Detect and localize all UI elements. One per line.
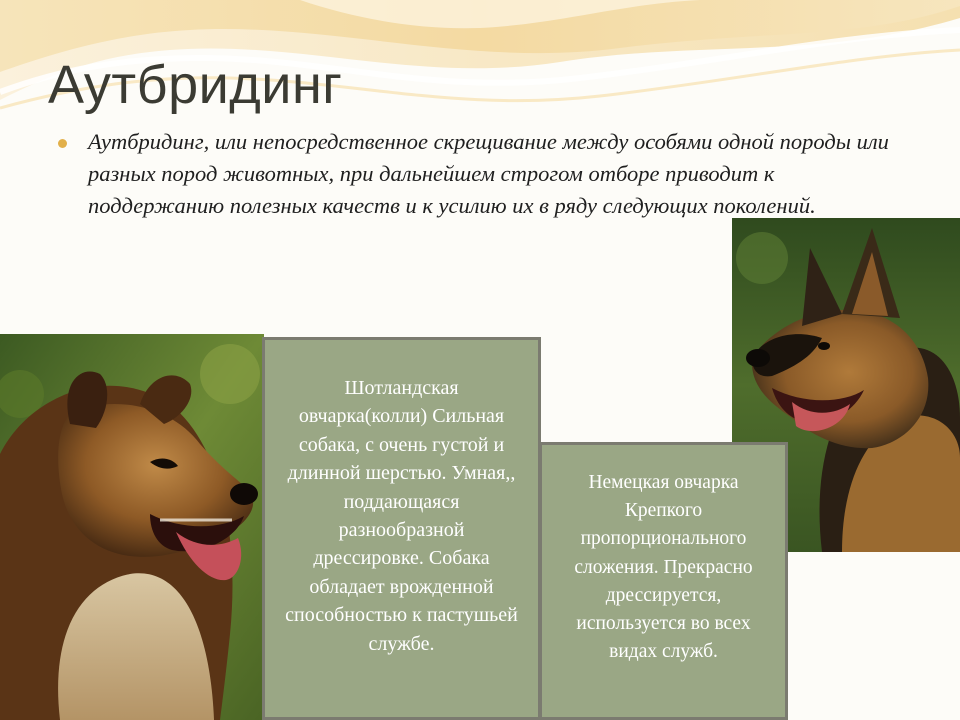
bullet-dot-icon: [58, 139, 67, 148]
slide-title: Аутбридинг: [48, 55, 343, 115]
collie-description-text: Шотландская овчарка(колли) Сильная собака, с очень густой и длинной шерстью. Умная,, поддающаяся разнообразной дрессировке. Собака обладает врожденной способностью к пастушьей службе.: [285, 377, 518, 655]
collie-description-box: [262, 337, 541, 720]
bullet-text: Аутбридинг, или непосредственное скрещивание между особями одной породы или разных пород животных, при дальнейшем строгом отборе приводит к поддержанию полезных качеств и к усилию их в ряду следующих поколений.: [88, 129, 889, 218]
shepherd-description-box: [539, 442, 788, 720]
shepherd-description-text: Немецкая овчарка Крепкого пропорционального сложения. Прекрасно дрессируется, используется во всех видах служб.: [574, 472, 753, 663]
collie-dog-photo: [0, 334, 264, 720]
